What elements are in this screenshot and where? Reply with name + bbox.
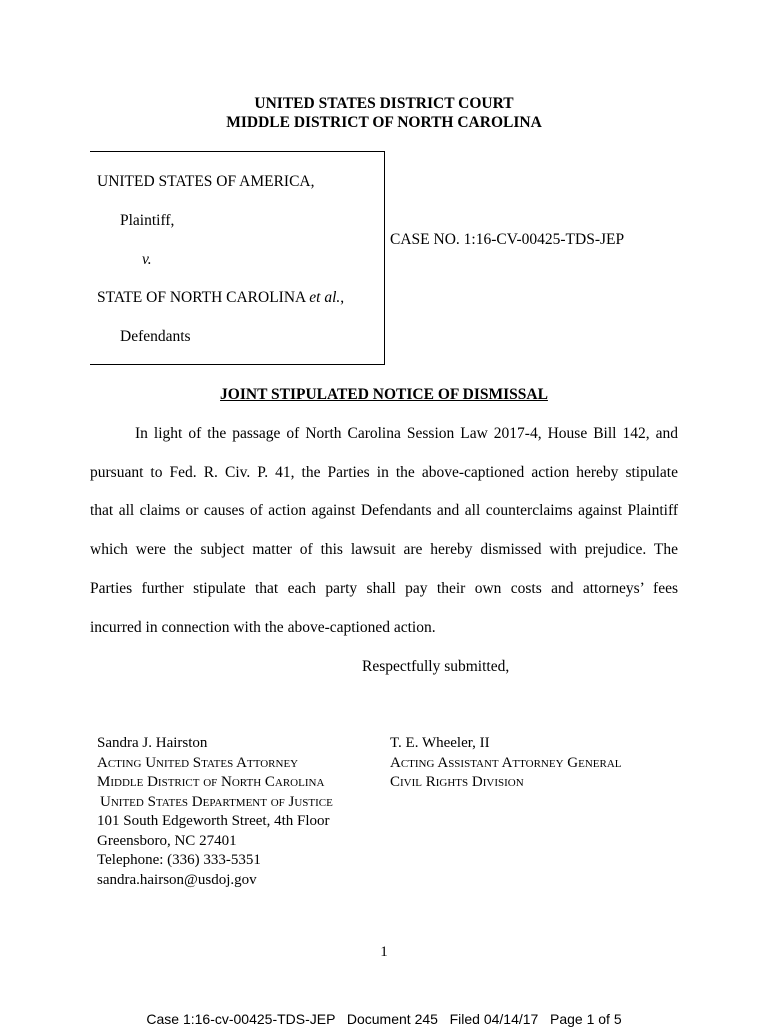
- signature-block-right: [390, 734, 622, 793]
- left-signer-department: United States Department of Justice: [100, 793, 333, 810]
- defendant-role: Defendants: [120, 328, 191, 345]
- body-line-5: Parties further stipulate that each party shall pay their own costs and attorneys’ fees: [90, 580, 678, 597]
- defendant-et-al: et al.: [309, 289, 341, 306]
- court-district: MIDDLE DISTRICT OF NORTH CAROLINA: [226, 114, 542, 131]
- page-number: 1: [380, 944, 388, 960]
- left-signer-street: 101 South Edgeworth Street, 4th Floor: [97, 813, 330, 829]
- left-signer-title: Acting United States Attorney: [97, 754, 299, 771]
- right-signer-name: T. E. Wheeler, II: [390, 735, 490, 751]
- court-header: [0, 94, 768, 132]
- court-name: UNITED STATES DISTRICT COURT: [254, 95, 514, 112]
- document-title-text: JOINT STIPULATED NOTICE OF DISMISSAL: [220, 386, 548, 403]
- document-title: [0, 386, 768, 404]
- closing-line: Respectfully submitted,: [362, 658, 510, 675]
- body-line-2: pursuant to Fed. R. Civ. P. 41, the Parties in the above-captioned action hereby stipulate: [90, 464, 678, 481]
- left-signer-city: Greensboro, NC 27401: [97, 832, 237, 849]
- defendant-name: STATE OF NORTH CAROLINA: [97, 289, 306, 306]
- left-signer-name: Sandra J. Hairston: [97, 735, 208, 751]
- document-footer: Case 1:16-cv-00425-TDS-JEP Document 245 Filed 04/14/17 Page 1 of 5: [146, 1011, 622, 1027]
- left-signer-email: sandra.hairson@usdoj.gov: [97, 871, 257, 888]
- defendant-suffix: ,: [340, 289, 345, 306]
- body-line-3: that all claims or causes of action against Defendants and all counterclaims against Plaintiff: [90, 502, 678, 519]
- body-line-4: which were the subject matter of this lawsuit are hereby dismissed with prejudice. The: [90, 541, 678, 558]
- body-line-1: In light of the passage of North Carolina Session Law 2017-4, House Bill 142, and: [135, 425, 678, 442]
- left-signer-phone: Telephone: (336) 333-5351: [97, 852, 261, 868]
- versus-label: v.: [142, 251, 152, 268]
- signature-block-left: [97, 734, 333, 890]
- plaintiff-role: Plaintiff,: [120, 212, 175, 229]
- body-line-6: incurred in connection with the above-captioned action.: [90, 619, 436, 636]
- right-signer-division: Civil Rights Division: [390, 774, 524, 790]
- right-signer-title: Acting Assistant Attorney General: [390, 754, 622, 771]
- plaintiff-name: UNITED STATES OF AMERICA,: [97, 173, 315, 190]
- defendant-name-line: [97, 289, 344, 307]
- case-number: CASE NO. 1:16-CV-00425-TDS-JEP: [390, 231, 625, 248]
- left-signer-district: Middle District of North Carolina: [97, 774, 325, 790]
